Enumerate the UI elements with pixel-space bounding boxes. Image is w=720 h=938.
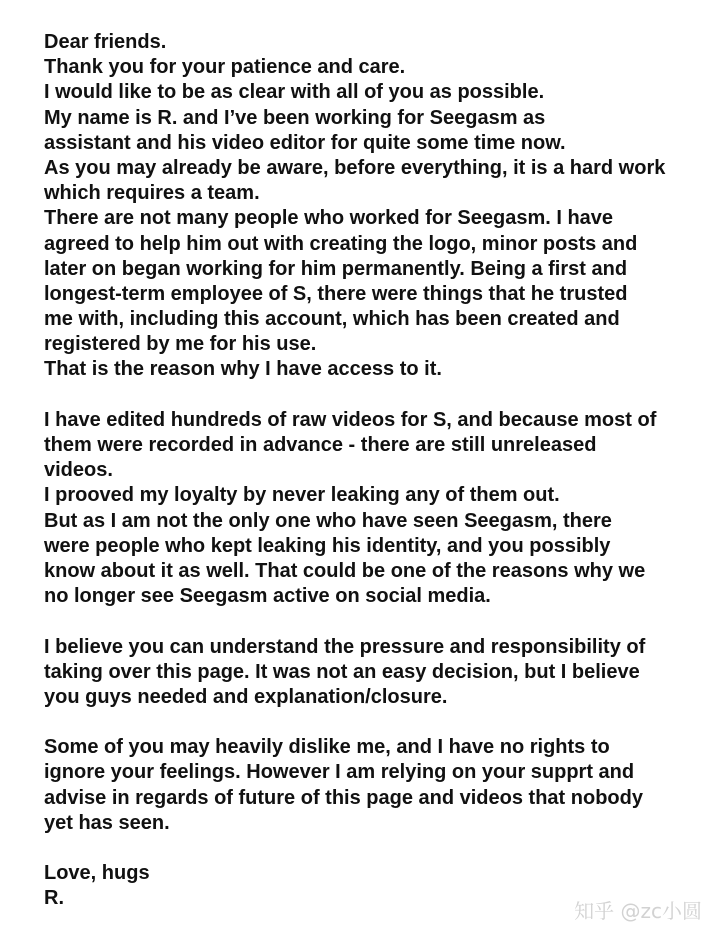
letter-line: videos.	[44, 459, 113, 482]
paragraph-spacer	[44, 836, 704, 861]
letter-line: But as I am not the only one who have seen Seegasm, there	[44, 509, 612, 532]
letter-line: longest-term employee of S, there were things that he trusted	[44, 282, 628, 305]
letter-line: That is the reason why I have access to it.	[44, 358, 442, 381]
letter-line: agreed to help him out with creating the logo, minor posts and	[44, 232, 638, 255]
letter-line: assistant and his video editor for quite some time now.	[44, 131, 566, 154]
letter-line: yet has seen.	[44, 811, 170, 834]
letter-line: you guys needed and explanation/closure.	[44, 685, 448, 708]
letter-line: Some of you may heavily dislike me, and I have no rights to	[44, 736, 610, 759]
letter-line: were people who kept leaking his identity, and you possibly	[44, 534, 611, 557]
letter-line: Love, hugs	[44, 862, 150, 885]
letter-line: later on began working for him permanently. Being a first and	[44, 257, 628, 280]
letter-body	[44, 30, 704, 912]
zhihu-watermark: 知乎 @zc小圆	[574, 899, 702, 923]
letter-line: Dear friends.	[44, 31, 167, 53]
paragraph-spacer	[44, 710, 704, 735]
letter-line: I prooved my loyalty by never leaking any of them out.	[44, 484, 560, 507]
letter-line: which requires a team.	[44, 182, 260, 205]
letter-line: Thank you for your patience and care.	[44, 56, 406, 79]
letter-line: no longer see Seegasm active on social media.	[44, 585, 491, 608]
letter-line: registered by me for his use.	[44, 333, 317, 356]
letter-line: ignore your feelings. However I am relying on your supprt and	[44, 761, 635, 784]
letter-line: My name is R. and I’ve been working for Seegasm as	[44, 106, 546, 129]
letter-line: I believe you can understand the pressure and responsibility of	[44, 635, 646, 658]
paragraph-spacer	[44, 383, 704, 408]
letter-line: advise in regards of future of this page and videos that nobody	[44, 786, 643, 809]
paragraph-spacer	[44, 609, 704, 634]
letter-line: them were recorded in advance - there are still unreleased	[44, 434, 597, 456]
letter-line: me with, including this account, which has been created and	[44, 308, 620, 331]
letter-line: There are not many people who worked for Seegasm. I have	[44, 207, 614, 230]
letter-line: R.	[44, 887, 64, 910]
letter-line: I have edited hundreds of raw videos for S, and because most of	[44, 408, 657, 431]
letter-line: As you may already be aware, before everything, it is a hard work	[44, 156, 666, 179]
letter-line: taking over this page. It was not an easy decision, but I believe	[44, 660, 640, 683]
letter-line: I would like to be as clear with all of you as possible.	[44, 81, 545, 104]
letter-line: know about it as well. That could be one of the reasons why we	[44, 559, 646, 582]
